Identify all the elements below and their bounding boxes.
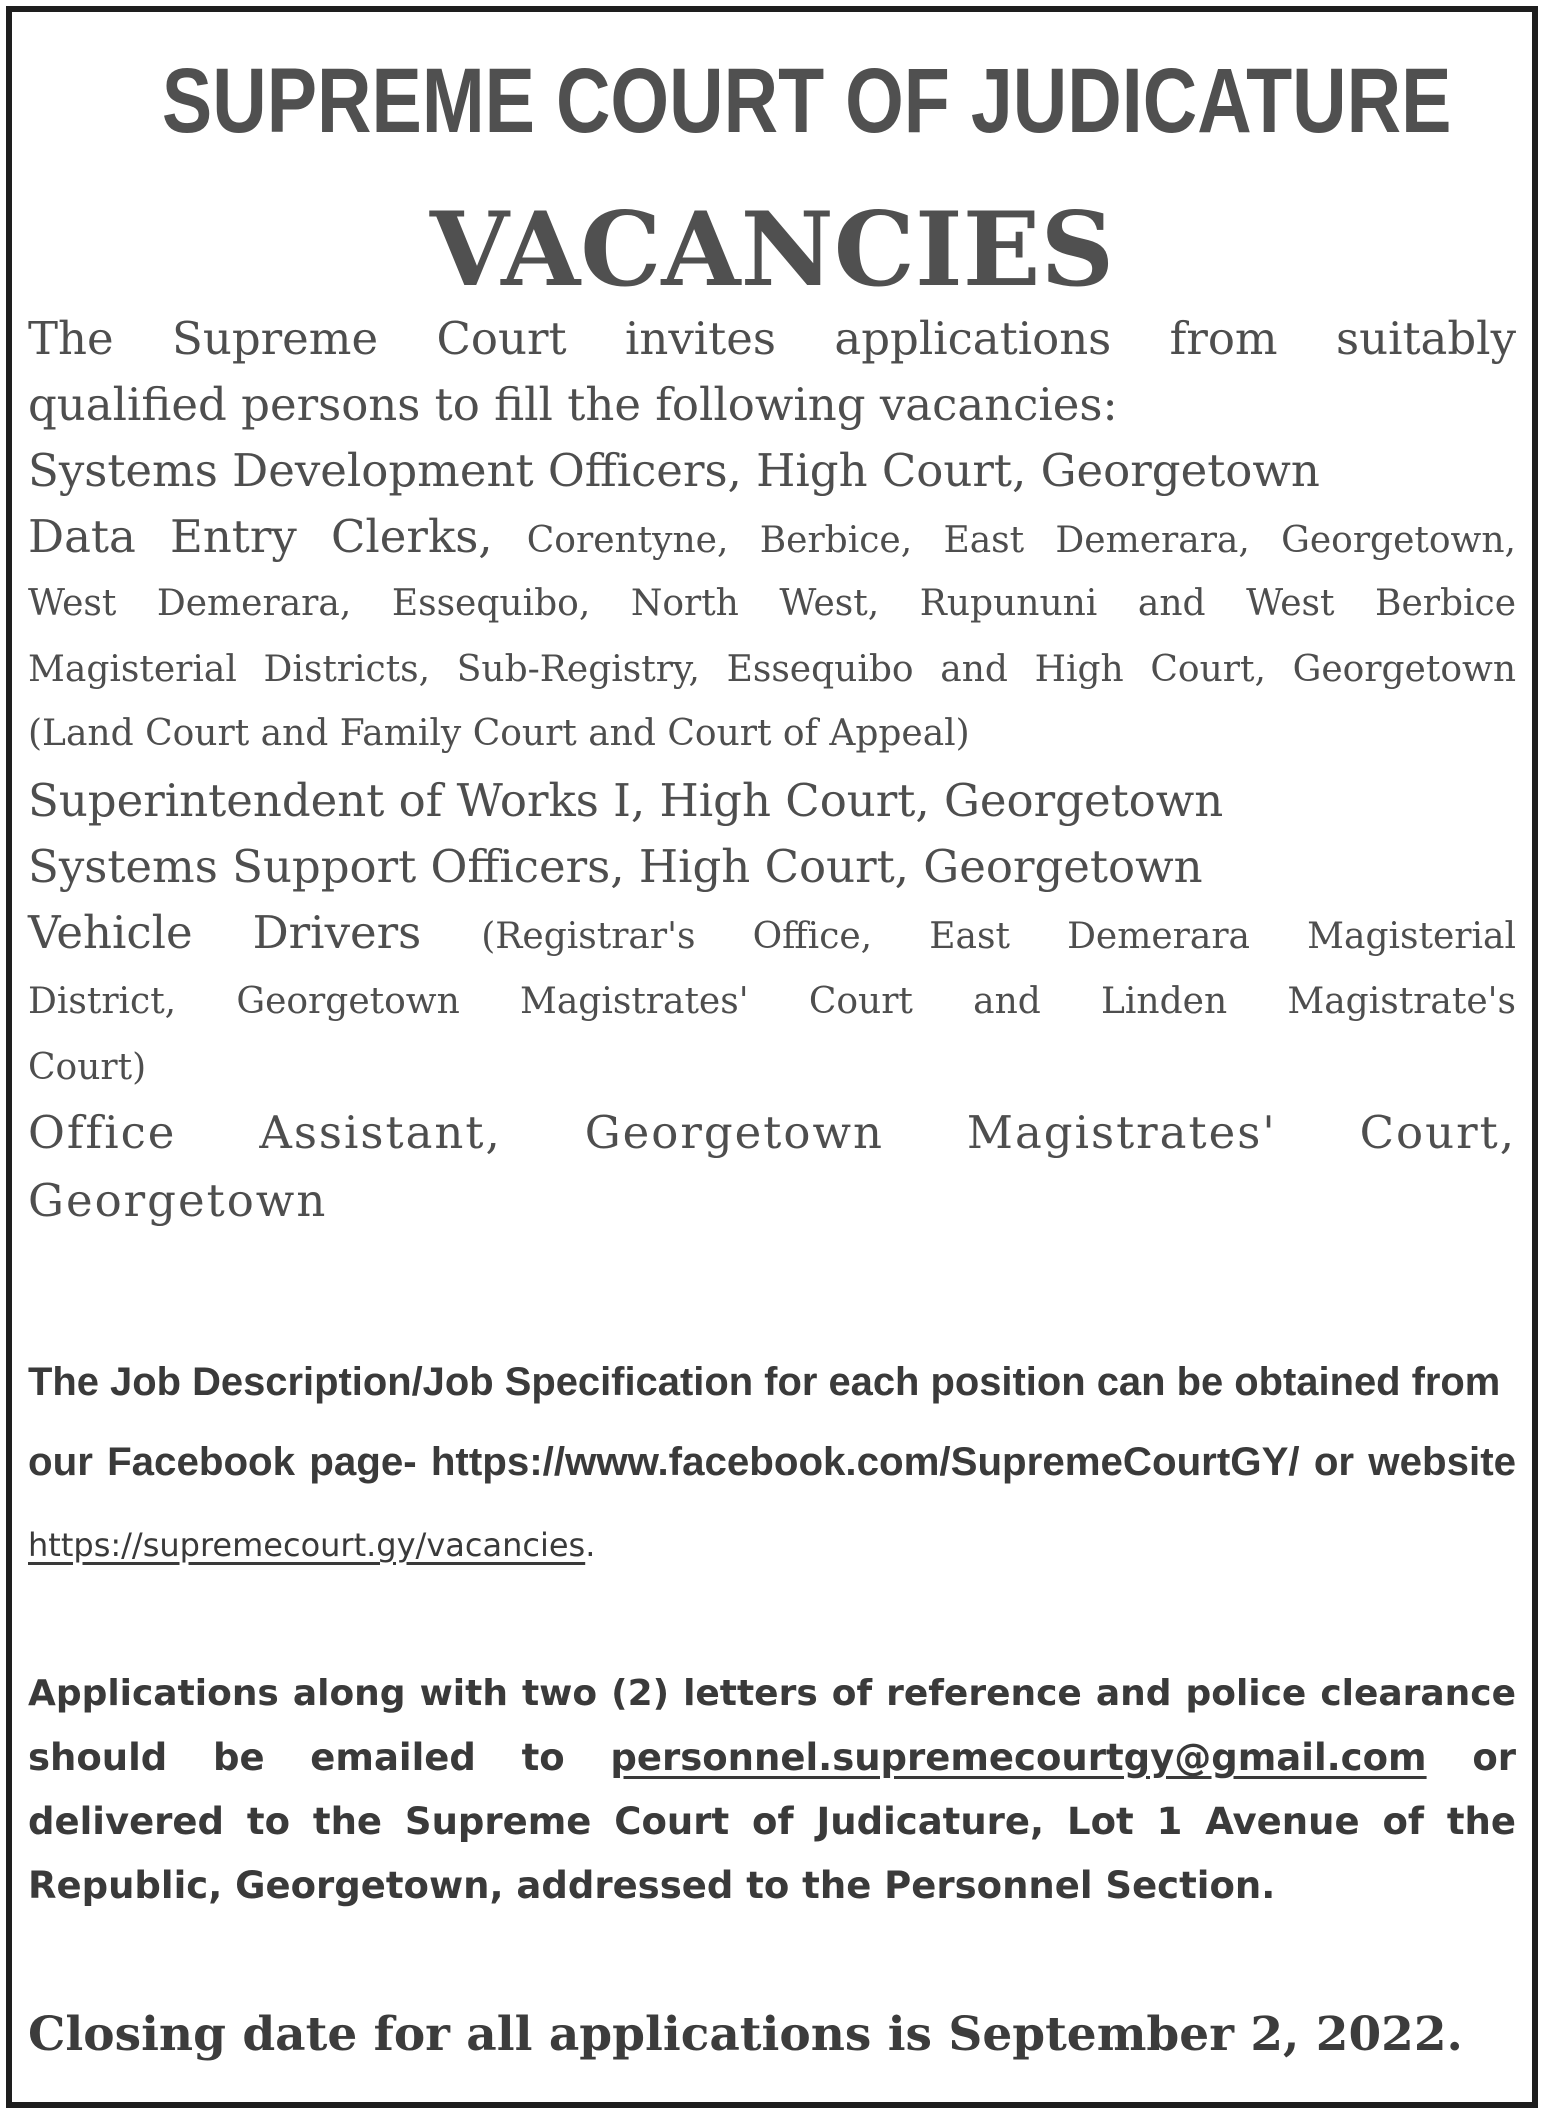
advertisement-frame xyxy=(6,6,1538,2108)
drivers-title: Vehicle Drivers xyxy=(28,906,422,959)
applications-line-1: Applications along with two (2) letters of reference and police clearance xyxy=(28,1673,1516,1714)
vacancy-data-entry-line-4: (Land Court and Family Court and Court of Appeal) xyxy=(28,713,970,754)
data-entry-title: Data Entry Clerks, xyxy=(28,510,493,563)
email-link[interactable]: personnel.supremecourtgy@gmail.com xyxy=(610,1736,1427,1779)
website-line xyxy=(28,1520,1516,1570)
intro-line-2: qualified persons to fill the following vacancies: xyxy=(28,378,1118,431)
closing-date: Closing date for all applications is September 2, 2022. xyxy=(28,2007,1463,2062)
applications-line-2-prefix: should be emailed to xyxy=(28,1736,565,1779)
applications-line-2-suffix: or xyxy=(1472,1736,1516,1779)
website-link[interactable]: https://supremecourt.gy/vacancies xyxy=(28,1526,586,1564)
website-suffix: . xyxy=(585,1526,596,1564)
vacancy-systems-development: Systems Development Officers, High Court, Georgetown xyxy=(28,444,1320,497)
vacancy-data-entry-line-1 xyxy=(28,506,1516,572)
job-description-line-1: The Job Description/Job Specification for each position can be obtained from xyxy=(28,1360,1501,1404)
vacancy-office-assistant-line-1: Office Assistant, Georgetown Magistrates' Court, xyxy=(28,1106,1516,1159)
intro-line-1: The Supreme Court invites applications from suitably xyxy=(28,312,1516,365)
applications-line-2 xyxy=(28,1730,1516,1786)
job-description-line-2: our Facebook page- https://www.facebook.com/SupremeCourtGY/ or website xyxy=(28,1439,1516,1484)
vacancy-systems-support: Systems Support Officers, High Court, Georgetown xyxy=(28,840,1203,893)
vacancy-drivers-line-1 xyxy=(28,902,1516,968)
vacancy-data-entry-line-3: Magisterial Districts, Sub-Registry, Essequibo and High Court, Georgetown xyxy=(28,649,1516,690)
drivers-locations: (Registrar's Office, East Demerara Magisterial xyxy=(481,916,1516,957)
vacancy-drivers-line-2: District, Georgetown Magistrates' Court and Linden Magistrate's xyxy=(28,981,1516,1022)
applications-line-3: delivered to the Supreme Court of Judicature, Lot 1 Avenue of the xyxy=(28,1800,1516,1843)
vacancy-office-assistant-line-2: Georgetown xyxy=(28,1174,328,1227)
applications-line-4: Republic, Georgetown, addressed to the Personnel Section. xyxy=(28,1864,1276,1907)
vacancy-superintendent: Superintendent of Works I, High Court, Georgetown xyxy=(28,774,1224,827)
vacancies-heading: VACANCIES xyxy=(429,190,1115,310)
data-entry-locations: Corentyne, Berbice, East Demerara, Georgetown, xyxy=(526,520,1516,561)
court-title: SUPREME COURT OF JUDICATURE xyxy=(161,50,1452,152)
vacancy-data-entry-line-2: West Demerara, Essequibo, North West, Rupununi and West Berbice xyxy=(28,583,1516,624)
vacancy-drivers-line-3: Court) xyxy=(28,1047,147,1088)
